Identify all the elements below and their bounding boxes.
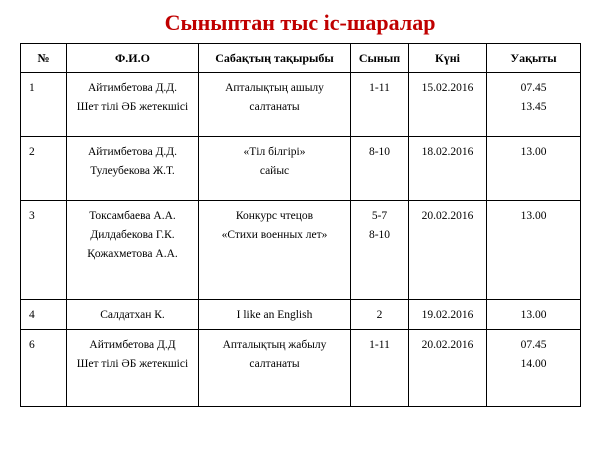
time-line: 13.00 [520, 146, 547, 158]
name-line: Салдатхан К. [100, 309, 165, 321]
table-row [21, 73, 581, 137]
cell-num: 2 [21, 137, 67, 201]
class-line: 2 [376, 309, 383, 321]
time-line: 13.00 [520, 210, 547, 222]
cell-class [351, 137, 409, 201]
topic-line: салтанаты [249, 358, 300, 370]
cell-class [351, 300, 409, 330]
header-time: Уақыты [487, 44, 581, 73]
cell-topic [199, 300, 351, 330]
cell-time [487, 73, 581, 137]
topic-line: Апталықтың жабылу [222, 339, 327, 351]
cell-topic [199, 137, 351, 201]
topic-line: I like an English [236, 309, 313, 321]
table-row [21, 330, 581, 407]
name-line: Шет тілі ӘБ жетекшісі [76, 101, 189, 113]
class-line: 1-11 [369, 82, 390, 94]
events-table [20, 43, 581, 407]
class-line: 8-10 [368, 229, 391, 241]
topic-line: Конкурс чтецов [235, 210, 314, 222]
topic-line: «Стихи военных лет» [221, 229, 328, 241]
cell-topic [199, 201, 351, 300]
time-line: 14.00 [520, 358, 547, 370]
cell-class [351, 201, 409, 300]
cell-names [67, 73, 199, 137]
cell-date: 15.02.2016 [409, 73, 487, 137]
header-topic: Сабақтың тақырыбы [199, 44, 351, 73]
name-line: Қожахметова А.А. [87, 248, 178, 260]
cell-date: 19.02.2016 [409, 300, 487, 330]
name-line: Айтимбетова Д.Д. [87, 146, 178, 158]
cell-num: 1 [21, 73, 67, 137]
topic-line: «Тіл білгірі» [243, 146, 306, 158]
cell-names [67, 201, 199, 300]
table-header-row [21, 44, 581, 73]
cell-names [67, 137, 199, 201]
class-line: 8-10 [368, 146, 391, 158]
topic-line: сайыс [259, 165, 290, 177]
header-num: № [21, 44, 67, 73]
time-line: 13.45 [520, 101, 547, 113]
cell-num: 4 [21, 300, 67, 330]
table-row [21, 201, 581, 300]
header-class: Сынып [351, 44, 409, 73]
topic-line: Апталықтың ашылу [225, 82, 324, 94]
header-date: Күні [409, 44, 487, 73]
cell-time [487, 201, 581, 300]
name-line: Тулеубекова Ж.Т. [90, 165, 175, 177]
cell-names [67, 330, 199, 407]
name-line: Дилдабекова Г.К. [90, 229, 175, 241]
cell-num: 3 [21, 201, 67, 300]
cell-date: 20.02.2016 [409, 330, 487, 407]
table-row [21, 300, 581, 330]
cell-date: 18.02.2016 [409, 137, 487, 201]
cell-time [487, 137, 581, 201]
name-line: Айтимбетова Д.Д. [87, 82, 178, 94]
header-name: Ф.И.О [67, 44, 199, 73]
cell-class [351, 330, 409, 407]
cell-time [487, 300, 581, 330]
time-line: 07.45 [520, 339, 547, 351]
page-title: Сыныптан тыс іс-шаралар [164, 10, 436, 35]
name-line: Шет тілі ӘБ жетекшісі [76, 358, 189, 370]
name-line: Токсамбаева А.А. [89, 210, 176, 222]
name-line: Айтимбетова Д.Д [89, 339, 176, 351]
class-line: 1-11 [369, 339, 390, 351]
cell-topic [199, 330, 351, 407]
class-line: 5-7 [371, 210, 388, 222]
cell-num: 6 [21, 330, 67, 407]
table-row [21, 137, 581, 201]
time-line: 07.45 [520, 82, 547, 94]
cell-class [351, 73, 409, 137]
cell-topic [199, 73, 351, 137]
topic-line: салтанаты [249, 101, 300, 113]
cell-time [487, 330, 581, 407]
cell-names [67, 300, 199, 330]
time-line: 13.00 [520, 309, 547, 321]
cell-date: 20.02.2016 [409, 201, 487, 300]
